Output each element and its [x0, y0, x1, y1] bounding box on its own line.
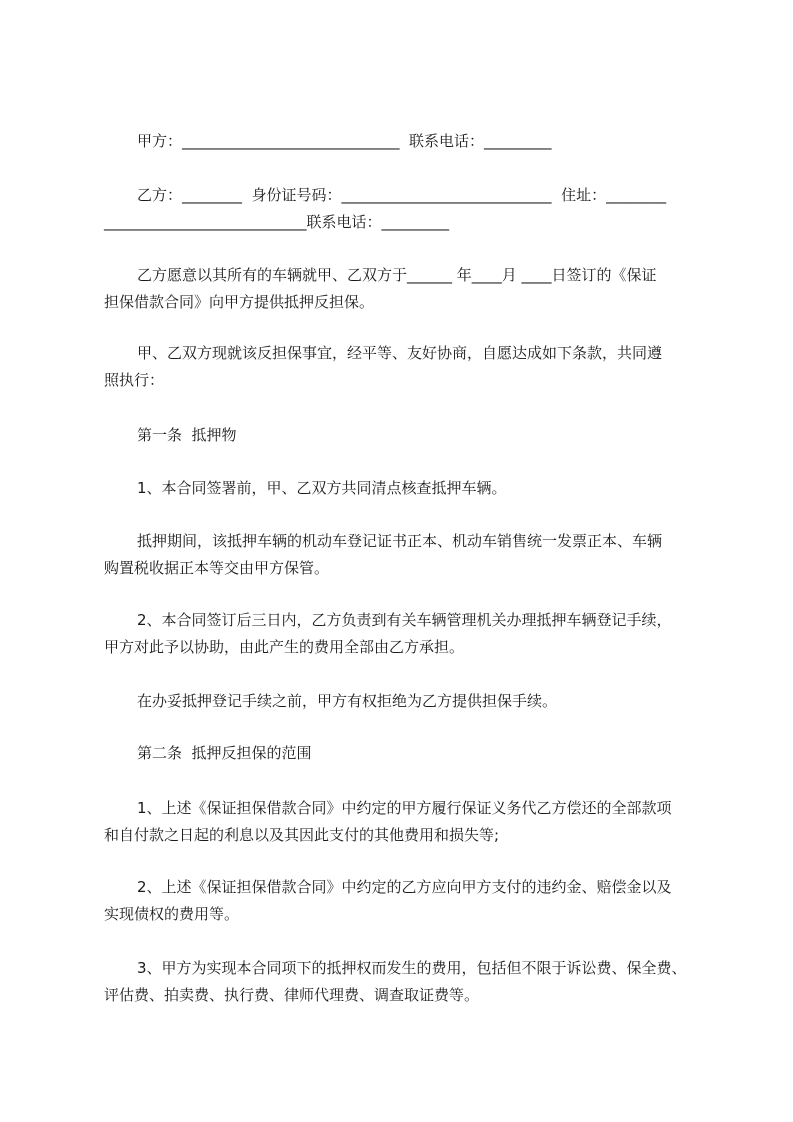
article-2-item-2: 2、上述《保证担保借款合同》中约定的乙方应向甲方支付的违约金、赔偿金以及 — [137, 878, 672, 896]
article-1-paragraph-2-continued: 购置税收据正本等交由甲方保管。 — [104, 559, 330, 577]
article-1-item-1: 1、本合同签署前，甲、乙双方共同清点核查抵押车辆。 — [137, 479, 507, 497]
agreement-paragraph-continued: 照执行： — [104, 371, 165, 389]
article-1-paragraph-2: 抵押期间，该抵押车辆的机动车登记证书正本、机动车销售统一发票正本、车辆 — [137, 532, 663, 550]
article-2-item-3: 3、甲方为实现本合同项下的抵押权而发生的费用，包括但不限于诉讼费、保全费、 — [137, 959, 687, 977]
article-1-paragraph-4: 在办妥抵押登记手续之前，甲方有权拒绝为乙方提供担保手续。 — [137, 692, 558, 710]
party-a-line: 甲方：_____________________________ 联系电话：_________ — [137, 132, 552, 150]
article-2-item-1: 1、上述《保证担保借款合同》中约定的甲方履行保证义务代乙方偿还的全部款项 — [137, 799, 672, 817]
intro-paragraph-continued: 担保借款合同》向甲方提供抵押反担保。 — [104, 293, 375, 311]
article-1-item-2: 2、本合同签订后三日内，乙方负责到有关车辆管理机关办理抵押车辆登记手续， — [137, 611, 672, 629]
article-2-item-2-continued: 实现债权的费用等。 — [104, 905, 240, 923]
intro-paragraph: 乙方愿意以其所有的车辆就甲、乙双方于______ 年____月 ____日签订的《保证 — [137, 266, 657, 284]
agreement-paragraph: 甲、乙双方现就该反担保事宜，经平等、友好协商，自愿达成如下条款，共同遵 — [137, 344, 663, 362]
article-2-item-1-continued: 和自付款之日起的利息以及其因此支付的其他费用和损失等; — [104, 826, 500, 844]
article-1-title: 第一条 抵押物 — [137, 426, 237, 444]
article-2-title: 第二条 抵押反担保的范围 — [137, 744, 312, 762]
party-b-line-continued: ___________________________联系电话：_________ — [104, 213, 450, 231]
article-2-item-3-continued: 评估费、拍卖费、执行费、律师代理费、调查取证费等。 — [104, 986, 480, 1004]
article-1-item-2-continued: 甲方对此予以协助，由此产生的费用全部由乙方承担。 — [104, 638, 465, 656]
party-b-line: 乙方：________ 身份证号码：____________________________ 住址：________ — [137, 186, 667, 204]
